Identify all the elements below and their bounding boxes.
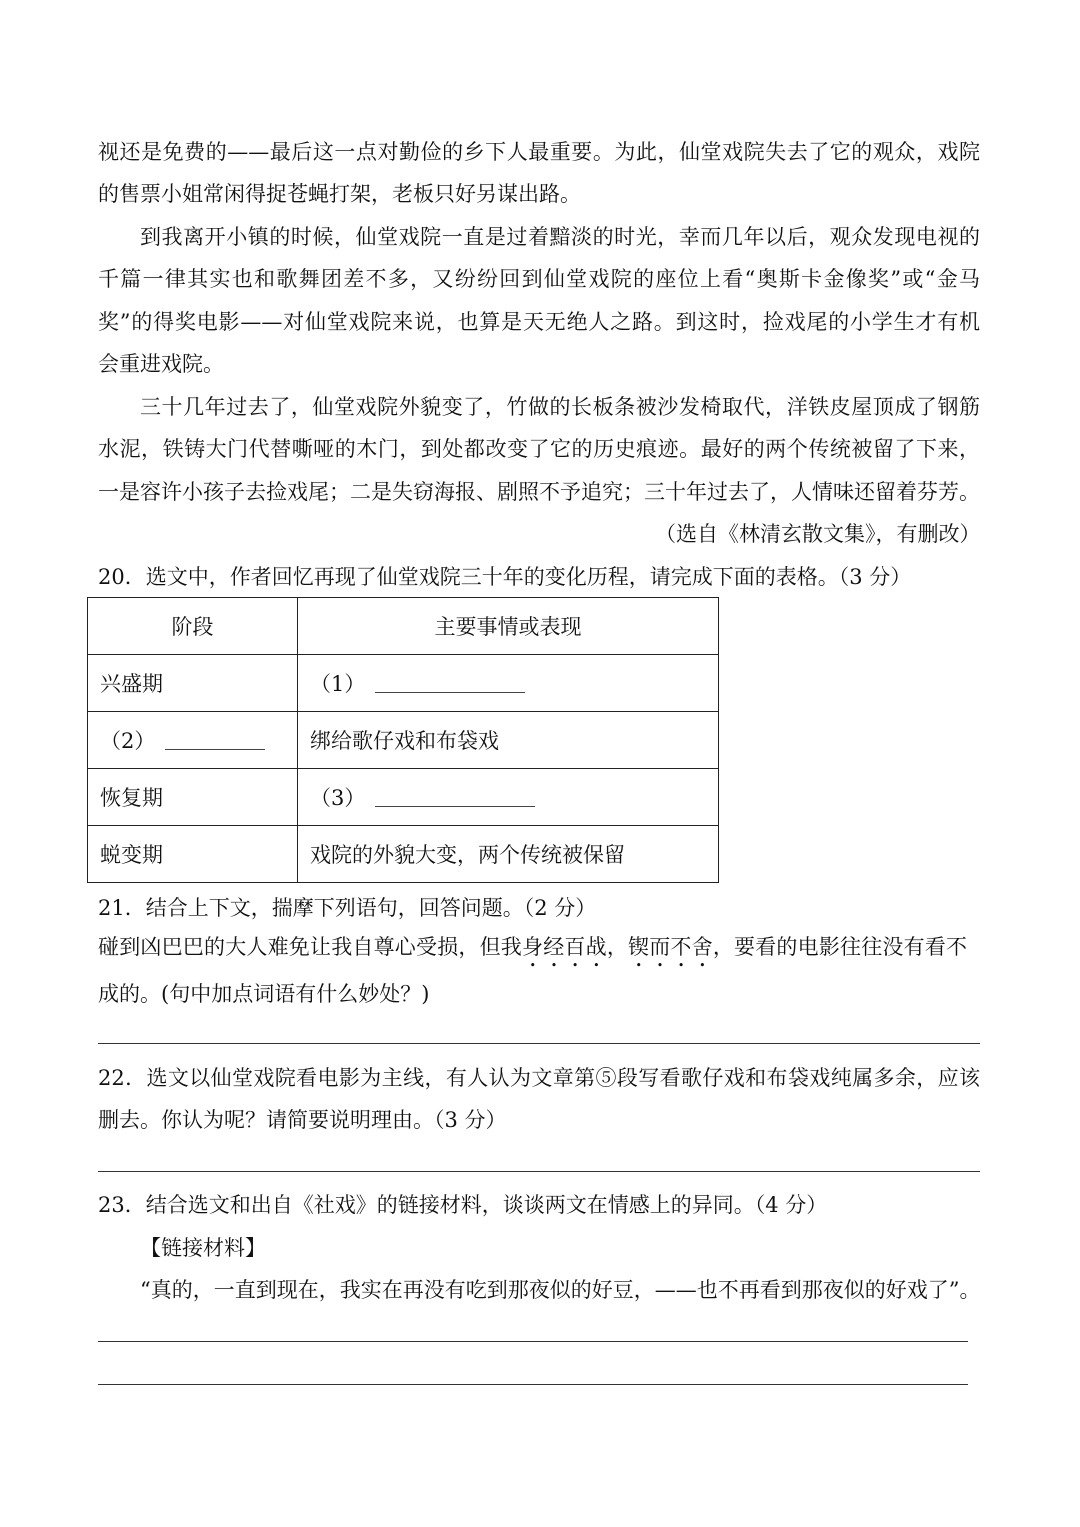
stage-cell: 兴盛期 <box>88 655 298 712</box>
passage-line: 水泥，铁铸大门代替嘶哑的木门，到处都改变了它的历史痕迹。最好的两个传统被留了下来， <box>98 437 980 461</box>
blank-label: （2） <box>100 729 156 753</box>
answer-line-23b[interactable] <box>98 1384 968 1385</box>
link-material-label: 【链接材料】 <box>140 1236 266 1260</box>
question-20-prompt: 20．选文中，作者回忆再现了仙堂戏院三十年的变化历程，请完成下面的表格。（3 分） <box>98 565 912 589</box>
passage-line: 一是容许小孩子去捡戏尾；二是失窃海报、剧照不予追究；三十年过去了，人情味还留着芬芳。 <box>98 480 980 504</box>
question-21-sentence <box>98 932 967 972</box>
table-row <box>88 712 719 769</box>
source-citation: （选自《林清玄散文集》，有删改） <box>655 522 981 546</box>
event-cell: 绑给歌仔戏和布袋戏 <box>298 712 719 769</box>
question-21-prompt: 21．结合上下文，揣摩下列语句，回答问题。（2 分） <box>98 896 597 920</box>
question-21-line2: 成的。(句中加点词语有什么妙处？) <box>98 982 430 1006</box>
answer-cell-1[interactable] <box>298 655 719 712</box>
passage-line: 到我离开小镇的时候，仙堂戏院一直是过着黯淡的时光，幸而几年以后，观众发现电视的 <box>140 225 980 249</box>
passage-line: 奖”的得奖电影——对仙堂戏院来说，也算是天无绝人之路。到这时，捡戏尾的小学生才有机 <box>98 310 980 334</box>
question-22-line2: 删去。你认为呢？请简要说明理由。（3 分） <box>98 1108 507 1132</box>
link-material-quote: “真的，一直到现在，我实在再没有吃到那夜似的好豆，——也不再看到那夜似的好戏了”。 <box>140 1278 980 1302</box>
event-cell: 戏院的外貌大变，两个传统被保留 <box>298 826 719 883</box>
emphasized-phrase: 锲而不舍 <box>628 935 713 959</box>
stage-table <box>87 597 719 883</box>
answer-blank-3[interactable] <box>375 788 535 807</box>
passage-line: 千篇一律其实也和歌舞团差不多，又纷纷回到仙堂戏院的座位上看“奥斯卡金像奖”或“金马 <box>98 267 980 291</box>
table-row <box>88 655 719 712</box>
table-header-stage: 阶段 <box>88 598 298 655</box>
sentence-text: ， <box>606 935 629 959</box>
answer-blank-2[interactable] <box>165 731 265 750</box>
answer-cell-3[interactable] <box>298 769 719 826</box>
sentence-text: 碰到凶巴巴的大人难免让我自尊心受损，但我 <box>98 935 522 959</box>
passage-line: 三十几年过去了，仙堂戏院外貌变了，竹做的长板条被沙发椅取代，洋铁皮屋顶成了钢筋 <box>140 395 980 419</box>
answer-line-22[interactable] <box>98 1171 980 1172</box>
passage-line: 的售票小姐常闲得捉苍蝇打架，老板只好另谋出路。 <box>98 182 581 206</box>
table-row <box>88 769 719 826</box>
table-header-row <box>88 598 719 655</box>
passage-line: 会重进戏院。 <box>98 352 224 376</box>
answer-line-21[interactable] <box>98 1043 980 1044</box>
emphasized-phrase: 身经百战 <box>522 935 607 959</box>
stage-cell: 蜕变期 <box>88 826 298 883</box>
sentence-text: ，要看的电影往往没有看不 <box>712 935 968 959</box>
question-23-prompt: 23．结合选文和出自《社戏》的链接材料，谈谈两文在情感上的异同。（4 分） <box>98 1193 828 1217</box>
answer-cell-2[interactable] <box>88 712 298 769</box>
table-row <box>88 826 719 883</box>
stage-cell: 恢复期 <box>88 769 298 826</box>
answer-blank-1[interactable] <box>375 674 525 693</box>
question-22-line1: 22．选文以仙堂戏院看电影为主线，有人认为文章第⑤段写看歌仔戏和布袋戏纯属多余，应该 <box>98 1066 980 1090</box>
blank-label: （1） <box>310 672 366 696</box>
answer-line-23a[interactable] <box>98 1341 968 1342</box>
table-header-events: 主要事情或表现 <box>298 598 719 655</box>
passage-line: 视还是免费的——最后这一点对勤俭的乡下人最重要。为此，仙堂戏院失去了它的观众，戏院 <box>98 140 980 164</box>
blank-label: （3） <box>310 786 366 810</box>
